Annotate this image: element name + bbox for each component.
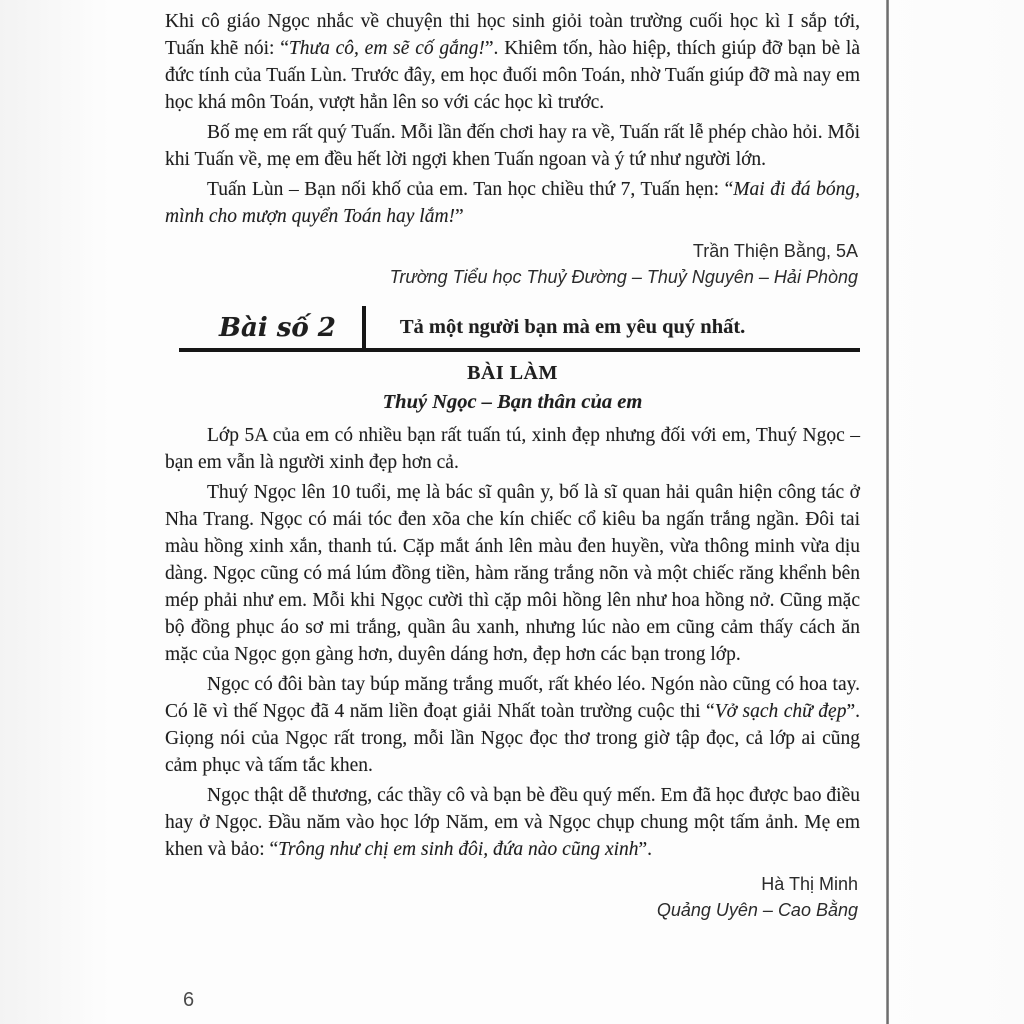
lesson-number-label: Bài số 2 — [219, 313, 336, 343]
paragraph: Tuấn Lùn – Bạn nối khố của em. Tan học chiều thứ 7, Tuấn hẹn: “Mai đi đá bóng, mình cho mượn quyển Toán hay lắm!” — [165, 179, 860, 227]
author-name: Hà Thị Minh — [761, 874, 858, 894]
author-name: Trần Thiện Bằng, 5A — [692, 241, 858, 261]
paragraph: Ngọc có đôi bàn tay búp măng trắng muốt, rất khéo léo. Ngón nào cũng có hoa tay. Có lẽ vì thế Ngọc đã 4 năm liền đoạt giải Nhất toàn trường cuộc thi “Vở sạch chữ đẹp”. Giọng nói của Ngọc rất trong, mỗi lần Ngọc đọc thơ trong giờ tập đọc, cả lớp ai cũng cảm phục và tấm tắc khen. — [165, 674, 860, 776]
author-school: Trường Tiểu học Thuỷ Đường – Thuỷ Nguyên – Hải Phòng — [389, 267, 858, 287]
paragraph: Bố mẹ em rất quý Tuấn. Mỗi lần đến chơi hay ra về, Tuấn rất lễ phép chào hỏi. Mỗi khi Tuấn về, mẹ em đều hết lời ngợi khen Tuấn ngoan và ý tứ như người lớn. — [165, 122, 860, 170]
paragraph: Lớp 5A của em có nhiều bạn rất tuấn tú, xinh đẹp nhưng đối với em, Thuý Ngọc – bạn em vẫn là người xinh đẹp hơn cả. — [165, 425, 860, 473]
author-signature-2 — [165, 871, 858, 923]
paragraph: Ngọc thật dễ thương, các thầy cô và bạn bè đều quý mến. Em đã học được bao điều hay ở Ngọc. Đầu năm vào học lớp Năm, em và Ngọc chụp chung một tấm ảnh. Mẹ em khen và bảo: “Trông như chị em sinh đôi, đứa nào cũng xinh”. — [165, 785, 860, 860]
paragraph: Khi cô giáo Ngọc nhắc về chuyện thi học sinh giỏi toàn trường cuối học kì I sắp tới, Tuấn khẽ nói: “Thưa cô, em sẽ cố gắng!”. Khiêm tốn, hào hiệp, thích giúp đỡ bạn bè là đức tính của Tuấn Lùn. Trước đây, em học đuối môn Toán, nhờ Tuấn giúp đỡ mà nay em học khá môn Toán, vượt hẳn lên so với các học kì trước. — [165, 11, 861, 113]
page-edge-scan-line — [886, 0, 889, 1024]
lesson-prompt: Tả một người bạn mà em yêu quý nhất. — [399, 315, 746, 338]
page-content — [165, 8, 860, 927]
author-signature-1 — [165, 238, 858, 290]
author-place: Quảng Uyên – Cao Bằng — [656, 900, 858, 920]
page-number: 6 — [183, 989, 195, 1011]
paragraph: Thuý Ngọc lên 10 tuổi, mẹ là bác sĩ quân y, bố là sĩ quan hải quân hiện công tác ở Nha Trang. Ngọc có mái tóc đen xõa che kín chiếc cổ kiêu ba ngấn trắng ngần. Đôi tai màu hồng xinh xắn, thanh tú. Cặp mắt ánh lên màu đen huyền, vừa thông minh vừa dịu dàng. Ngọc cũng có má lúm đồng tiền, hàm răng trắng nõn và một chiếc răng khểnh bên mép phải như em. Mỗi khi Ngọc cười thì cặp môi hồng lên như hoa hồng nở. Cũng mặc bộ đồng phục áo sơ mi trắng, quần âu xanh, nhưng lúc nào em cũng cảm thấy cách ăn mặc của Ngọc gọn gàng hơn, duyên dáng hơn, đẹp hơn các bạn trong lớp. — [165, 482, 860, 665]
continued-essay-paragraphs — [165, 8, 860, 230]
bai-lam-heading: BÀI LÀM — [467, 362, 558, 384]
essay-paragraphs — [165, 422, 860, 863]
essay-title: Thuý Ngọc – Bạn thân của em — [382, 391, 643, 413]
lesson-header — [179, 306, 860, 352]
